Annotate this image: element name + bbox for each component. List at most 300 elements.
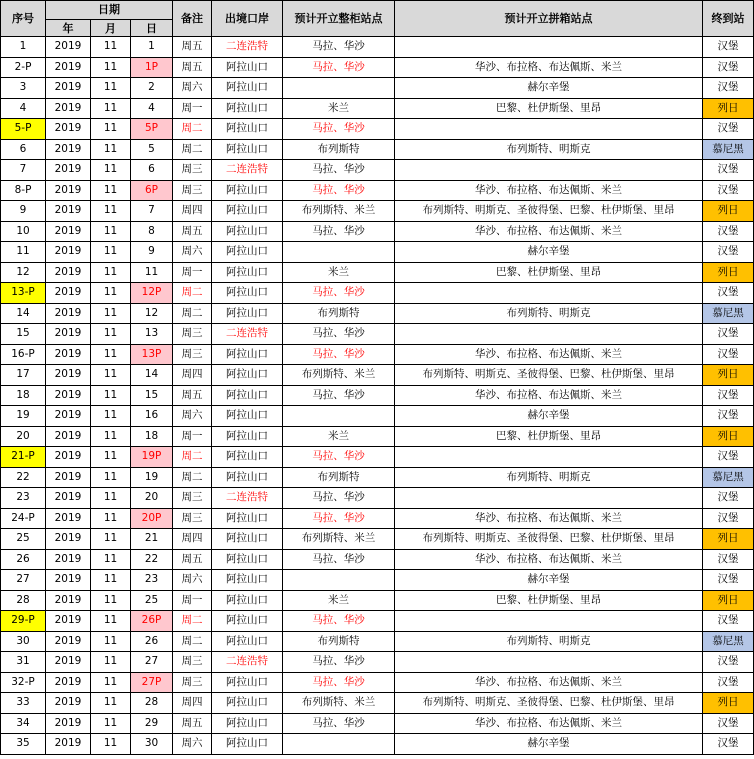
cell-full-stations: 布列斯特 xyxy=(283,631,395,652)
cell-full-stations: 马拉、华沙 xyxy=(283,549,395,570)
cell-seq: 6 xyxy=(1,139,46,160)
cell-port: 阿拉山口 xyxy=(212,78,283,99)
cell-year: 2019 xyxy=(46,283,91,304)
cell-day: 20P xyxy=(131,508,173,529)
cell-month: 11 xyxy=(91,447,131,468)
cell-year: 2019 xyxy=(46,139,91,160)
cell-year: 2019 xyxy=(46,324,91,345)
cell-port: 阿拉山口 xyxy=(212,713,283,734)
cell-terminal: 汉堡 xyxy=(703,734,754,755)
cell-day: 15 xyxy=(131,385,173,406)
table-row xyxy=(1,57,754,78)
cell-seq: 29-P xyxy=(1,611,46,632)
cell-weekday: 周六 xyxy=(173,734,212,755)
cell-terminal: 汉堡 xyxy=(703,713,754,734)
table-row xyxy=(1,139,754,160)
cell-year: 2019 xyxy=(46,549,91,570)
cell-weekday: 周四 xyxy=(173,201,212,222)
cell-year: 2019 xyxy=(46,242,91,263)
cell-terminal: 汉堡 xyxy=(703,447,754,468)
cell-lcl-stations: 华沙、布拉格、布达佩斯、米兰 xyxy=(395,180,703,201)
cell-lcl-stations: 赫尔辛堡 xyxy=(395,406,703,427)
cell-weekday: 周六 xyxy=(173,570,212,591)
cell-full-stations: 马拉、华沙 xyxy=(283,713,395,734)
cell-terminal: 列日 xyxy=(703,426,754,447)
cell-full-stations: 布列斯特、米兰 xyxy=(283,693,395,714)
cell-terminal: 汉堡 xyxy=(703,242,754,263)
cell-full-stations xyxy=(283,78,395,99)
cell-month: 11 xyxy=(91,508,131,529)
cell-weekday: 周一 xyxy=(173,590,212,611)
cell-month: 11 xyxy=(91,221,131,242)
cell-lcl-stations: 巴黎、杜伊斯堡、里昂 xyxy=(395,262,703,283)
cell-port: 二连浩特 xyxy=(212,652,283,673)
cell-day: 6 xyxy=(131,160,173,181)
cell-port: 阿拉山口 xyxy=(212,508,283,529)
cell-month: 11 xyxy=(91,426,131,447)
cell-year: 2019 xyxy=(46,385,91,406)
cell-year: 2019 xyxy=(46,672,91,693)
cell-day: 25 xyxy=(131,590,173,611)
cell-weekday: 周二 xyxy=(173,447,212,468)
table-row xyxy=(1,201,754,222)
cell-terminal: 汉堡 xyxy=(703,549,754,570)
table-row xyxy=(1,406,754,427)
cell-seq: 27 xyxy=(1,570,46,591)
cell-terminal: 列日 xyxy=(703,262,754,283)
cell-port: 二连浩特 xyxy=(212,160,283,181)
cell-terminal: 汉堡 xyxy=(703,221,754,242)
cell-seq: 21-P xyxy=(1,447,46,468)
header-note: 备注 xyxy=(173,1,212,37)
cell-month: 11 xyxy=(91,570,131,591)
cell-month: 11 xyxy=(91,467,131,488)
cell-terminal: 列日 xyxy=(703,98,754,119)
cell-seq: 14 xyxy=(1,303,46,324)
cell-day: 29 xyxy=(131,713,173,734)
cell-lcl-stations: 布列斯特、明斯克 xyxy=(395,139,703,160)
cell-lcl-stations xyxy=(395,447,703,468)
cell-port: 阿拉山口 xyxy=(212,426,283,447)
cell-weekday: 周四 xyxy=(173,529,212,550)
table-row xyxy=(1,262,754,283)
cell-day: 9 xyxy=(131,242,173,263)
cell-port: 二连浩特 xyxy=(212,488,283,509)
table-row xyxy=(1,37,754,58)
cell-month: 11 xyxy=(91,160,131,181)
cell-day: 16 xyxy=(131,406,173,427)
cell-year: 2019 xyxy=(46,693,91,714)
cell-terminal: 汉堡 xyxy=(703,324,754,345)
cell-day: 13P xyxy=(131,344,173,365)
cell-weekday: 周二 xyxy=(173,283,212,304)
cell-month: 11 xyxy=(91,37,131,58)
cell-month: 11 xyxy=(91,734,131,755)
cell-weekday: 周六 xyxy=(173,242,212,263)
cell-port: 阿拉山口 xyxy=(212,467,283,488)
cell-terminal: 汉堡 xyxy=(703,160,754,181)
cell-day: 22 xyxy=(131,549,173,570)
cell-lcl-stations xyxy=(395,160,703,181)
cell-year: 2019 xyxy=(46,303,91,324)
cell-full-stations: 马拉、华沙 xyxy=(283,324,395,345)
cell-month: 11 xyxy=(91,631,131,652)
cell-seq: 24-P xyxy=(1,508,46,529)
cell-year: 2019 xyxy=(46,365,91,386)
cell-year: 2019 xyxy=(46,508,91,529)
cell-terminal: 汉堡 xyxy=(703,180,754,201)
table-row xyxy=(1,713,754,734)
table-row xyxy=(1,221,754,242)
cell-year: 2019 xyxy=(46,180,91,201)
cell-weekday: 周二 xyxy=(173,303,212,324)
cell-full-stations: 布列斯特 xyxy=(283,303,395,324)
cell-lcl-stations: 华沙、布拉格、布达佩斯、米兰 xyxy=(395,221,703,242)
cell-port: 阿拉山口 xyxy=(212,119,283,140)
cell-full-stations xyxy=(283,242,395,263)
cell-day: 26 xyxy=(131,631,173,652)
cell-year: 2019 xyxy=(46,611,91,632)
cell-month: 11 xyxy=(91,201,131,222)
cell-port: 阿拉山口 xyxy=(212,590,283,611)
cell-month: 11 xyxy=(91,78,131,99)
cell-port: 阿拉山口 xyxy=(212,447,283,468)
cell-seq: 32-P xyxy=(1,672,46,693)
table-row xyxy=(1,447,754,468)
cell-weekday: 周三 xyxy=(173,324,212,345)
cell-month: 11 xyxy=(91,119,131,140)
cell-lcl-stations: 赫尔辛堡 xyxy=(395,570,703,591)
cell-weekday: 周五 xyxy=(173,549,212,570)
cell-full-stations: 马拉、华沙 xyxy=(283,611,395,632)
cell-weekday: 周五 xyxy=(173,713,212,734)
table-row xyxy=(1,303,754,324)
cell-full-stations: 马拉、华沙 xyxy=(283,221,395,242)
cell-seq: 35 xyxy=(1,734,46,755)
cell-lcl-stations: 华沙、布拉格、布达佩斯、米兰 xyxy=(395,344,703,365)
cell-year: 2019 xyxy=(46,119,91,140)
cell-day: 12 xyxy=(131,303,173,324)
cell-full-stations: 马拉、华沙 xyxy=(283,57,395,78)
cell-port: 阿拉山口 xyxy=(212,57,283,78)
cell-weekday: 周六 xyxy=(173,406,212,427)
cell-full-stations: 马拉、华沙 xyxy=(283,160,395,181)
table-row xyxy=(1,529,754,550)
cell-day: 18 xyxy=(131,426,173,447)
cell-weekday: 周五 xyxy=(173,57,212,78)
cell-year: 2019 xyxy=(46,406,91,427)
table-row xyxy=(1,734,754,755)
header-seq: 序号 xyxy=(1,1,46,37)
cell-port: 阿拉山口 xyxy=(212,385,283,406)
header-date: 日期 xyxy=(46,1,173,20)
cell-full-stations: 布列斯特、米兰 xyxy=(283,201,395,222)
cell-port: 阿拉山口 xyxy=(212,242,283,263)
cell-port: 阿拉山口 xyxy=(212,303,283,324)
cell-seq: 4 xyxy=(1,98,46,119)
cell-terminal: 列日 xyxy=(703,365,754,386)
cell-weekday: 周二 xyxy=(173,139,212,160)
cell-lcl-stations: 赫尔辛堡 xyxy=(395,242,703,263)
cell-port: 阿拉山口 xyxy=(212,734,283,755)
cell-port: 阿拉山口 xyxy=(212,672,283,693)
cell-month: 11 xyxy=(91,488,131,509)
cell-full-stations: 米兰 xyxy=(283,426,395,447)
cell-weekday: 周三 xyxy=(173,180,212,201)
cell-month: 11 xyxy=(91,283,131,304)
cell-lcl-stations: 华沙、布拉格、布达佩斯、米兰 xyxy=(395,713,703,734)
cell-day: 4 xyxy=(131,98,173,119)
cell-day: 27 xyxy=(131,652,173,673)
cell-month: 11 xyxy=(91,529,131,550)
cell-lcl-stations xyxy=(395,37,703,58)
cell-port: 阿拉山口 xyxy=(212,201,283,222)
cell-day: 2 xyxy=(131,78,173,99)
cell-full-stations: 马拉、华沙 xyxy=(283,508,395,529)
cell-port: 二连浩特 xyxy=(212,324,283,345)
table-row xyxy=(1,570,754,591)
cell-port: 阿拉山口 xyxy=(212,406,283,427)
cell-month: 11 xyxy=(91,303,131,324)
cell-port: 阿拉山口 xyxy=(212,611,283,632)
table-row xyxy=(1,78,754,99)
cell-seq: 31 xyxy=(1,652,46,673)
table-row xyxy=(1,611,754,632)
cell-seq: 26 xyxy=(1,549,46,570)
table-row xyxy=(1,488,754,509)
table-row xyxy=(1,160,754,181)
cell-seq: 30 xyxy=(1,631,46,652)
cell-seq: 17 xyxy=(1,365,46,386)
cell-full-stations: 米兰 xyxy=(283,590,395,611)
cell-month: 11 xyxy=(91,365,131,386)
cell-terminal: 列日 xyxy=(703,201,754,222)
cell-year: 2019 xyxy=(46,201,91,222)
header-lcl-stations: 预计开立拼箱站点 xyxy=(395,1,703,37)
cell-year: 2019 xyxy=(46,426,91,447)
cell-seq: 23 xyxy=(1,488,46,509)
table-row xyxy=(1,426,754,447)
cell-seq: 9 xyxy=(1,201,46,222)
cell-port: 阿拉山口 xyxy=(212,98,283,119)
cell-terminal: 汉堡 xyxy=(703,570,754,591)
cell-seq: 12 xyxy=(1,262,46,283)
cell-seq: 20 xyxy=(1,426,46,447)
cell-seq: 25 xyxy=(1,529,46,550)
cell-day: 27P xyxy=(131,672,173,693)
cell-full-stations: 布列斯特 xyxy=(283,139,395,160)
cell-day: 8 xyxy=(131,221,173,242)
table-row xyxy=(1,672,754,693)
cell-terminal: 汉堡 xyxy=(703,37,754,58)
table-row xyxy=(1,652,754,673)
table-row xyxy=(1,283,754,304)
cell-day: 5 xyxy=(131,139,173,160)
cell-full-stations xyxy=(283,406,395,427)
cell-lcl-stations: 布列斯特、明斯克、圣彼得堡、巴黎、杜伊斯堡、里昂 xyxy=(395,693,703,714)
cell-month: 11 xyxy=(91,693,131,714)
cell-weekday: 周五 xyxy=(173,37,212,58)
cell-full-stations: 马拉、华沙 xyxy=(283,37,395,58)
cell-seq: 16-P xyxy=(1,344,46,365)
cell-terminal: 慕尼黑 xyxy=(703,631,754,652)
cell-month: 11 xyxy=(91,57,131,78)
cell-port: 阿拉山口 xyxy=(212,549,283,570)
cell-month: 11 xyxy=(91,139,131,160)
cell-year: 2019 xyxy=(46,221,91,242)
cell-seq: 3 xyxy=(1,78,46,99)
cell-full-stations: 马拉、华沙 xyxy=(283,119,395,140)
cell-weekday: 周二 xyxy=(173,119,212,140)
table-row xyxy=(1,344,754,365)
cell-seq: 5-P xyxy=(1,119,46,140)
cell-terminal: 汉堡 xyxy=(703,57,754,78)
cell-weekday: 周六 xyxy=(173,78,212,99)
cell-day: 19P xyxy=(131,447,173,468)
cell-weekday: 周二 xyxy=(173,631,212,652)
cell-seq: 13-P xyxy=(1,283,46,304)
cell-lcl-stations: 华沙、布拉格、布达佩斯、米兰 xyxy=(395,385,703,406)
cell-weekday: 周三 xyxy=(173,160,212,181)
cell-weekday: 周三 xyxy=(173,672,212,693)
cell-full-stations: 马拉、华沙 xyxy=(283,488,395,509)
table-row xyxy=(1,119,754,140)
cell-day: 6P xyxy=(131,180,173,201)
cell-port: 阿拉山口 xyxy=(212,344,283,365)
cell-day: 21 xyxy=(131,529,173,550)
cell-terminal: 列日 xyxy=(703,693,754,714)
cell-weekday: 周一 xyxy=(173,426,212,447)
cell-lcl-stations: 巴黎、杜伊斯堡、里昂 xyxy=(395,426,703,447)
cell-weekday: 周二 xyxy=(173,611,212,632)
cell-month: 11 xyxy=(91,98,131,119)
cell-full-stations: 马拉、华沙 xyxy=(283,652,395,673)
cell-weekday: 周三 xyxy=(173,488,212,509)
cell-year: 2019 xyxy=(46,262,91,283)
cell-lcl-stations xyxy=(395,488,703,509)
table-row xyxy=(1,467,754,488)
cell-terminal: 汉堡 xyxy=(703,385,754,406)
cell-year: 2019 xyxy=(46,734,91,755)
table-row xyxy=(1,180,754,201)
cell-terminal: 汉堡 xyxy=(703,652,754,673)
header-terminal: 终到站 xyxy=(703,1,754,37)
cell-seq: 33 xyxy=(1,693,46,714)
cell-full-stations xyxy=(283,734,395,755)
cell-lcl-stations: 华沙、布拉格、布达佩斯、米兰 xyxy=(395,57,703,78)
cell-month: 11 xyxy=(91,324,131,345)
cell-year: 2019 xyxy=(46,570,91,591)
cell-year: 2019 xyxy=(46,447,91,468)
cell-day: 1 xyxy=(131,37,173,58)
cell-month: 11 xyxy=(91,672,131,693)
header-day: 日 xyxy=(131,20,173,37)
cell-port: 阿拉山口 xyxy=(212,631,283,652)
header-full-stations: 预计开立整柜站点 xyxy=(283,1,395,37)
cell-seq: 2-P xyxy=(1,57,46,78)
cell-port: 阿拉山口 xyxy=(212,529,283,550)
table-row xyxy=(1,98,754,119)
cell-lcl-stations: 布列斯特、明斯克、圣彼得堡、巴黎、杜伊斯堡、里昂 xyxy=(395,529,703,550)
header-month: 月 xyxy=(91,20,131,37)
cell-full-stations: 马拉、华沙 xyxy=(283,344,395,365)
cell-full-stations: 马拉、华沙 xyxy=(283,283,395,304)
cell-terminal: 汉堡 xyxy=(703,611,754,632)
cell-seq: 11 xyxy=(1,242,46,263)
cell-month: 11 xyxy=(91,590,131,611)
cell-weekday: 周四 xyxy=(173,693,212,714)
cell-seq: 34 xyxy=(1,713,46,734)
cell-day: 13 xyxy=(131,324,173,345)
cell-lcl-stations xyxy=(395,652,703,673)
cell-port: 二连浩特 xyxy=(212,37,283,58)
cell-seq: 10 xyxy=(1,221,46,242)
cell-month: 11 xyxy=(91,385,131,406)
cell-full-stations: 马拉、华沙 xyxy=(283,672,395,693)
cell-day: 28 xyxy=(131,693,173,714)
cell-full-stations: 米兰 xyxy=(283,262,395,283)
cell-weekday: 周三 xyxy=(173,508,212,529)
cell-full-stations: 米兰 xyxy=(283,98,395,119)
table-row xyxy=(1,693,754,714)
cell-port: 阿拉山口 xyxy=(212,139,283,160)
cell-year: 2019 xyxy=(46,652,91,673)
cell-terminal: 汉堡 xyxy=(703,78,754,99)
cell-full-stations xyxy=(283,570,395,591)
cell-month: 11 xyxy=(91,713,131,734)
cell-terminal: 汉堡 xyxy=(703,488,754,509)
cell-seq: 7 xyxy=(1,160,46,181)
cell-day: 5P xyxy=(131,119,173,140)
cell-lcl-stations: 布列斯特、明斯克 xyxy=(395,303,703,324)
cell-year: 2019 xyxy=(46,529,91,550)
cell-weekday: 周五 xyxy=(173,385,212,406)
cell-month: 11 xyxy=(91,652,131,673)
cell-seq: 28 xyxy=(1,590,46,611)
cell-lcl-stations: 布列斯特、明斯克 xyxy=(395,631,703,652)
table-row xyxy=(1,365,754,386)
table-body xyxy=(1,37,754,755)
cell-weekday: 周三 xyxy=(173,344,212,365)
cell-terminal: 汉堡 xyxy=(703,119,754,140)
cell-seq: 15 xyxy=(1,324,46,345)
cell-year: 2019 xyxy=(46,344,91,365)
table-header xyxy=(1,1,754,37)
cell-year: 2019 xyxy=(46,78,91,99)
cell-terminal: 慕尼黑 xyxy=(703,139,754,160)
cell-day: 20 xyxy=(131,488,173,509)
cell-year: 2019 xyxy=(46,160,91,181)
cell-day: 11 xyxy=(131,262,173,283)
header-year: 年 xyxy=(46,20,91,37)
cell-weekday: 周一 xyxy=(173,98,212,119)
cell-lcl-stations: 巴黎、杜伊斯堡、里昂 xyxy=(395,98,703,119)
cell-month: 11 xyxy=(91,611,131,632)
cell-year: 2019 xyxy=(46,467,91,488)
table-row xyxy=(1,631,754,652)
cell-weekday: 周一 xyxy=(173,262,212,283)
cell-year: 2019 xyxy=(46,590,91,611)
cell-lcl-stations: 赫尔辛堡 xyxy=(395,734,703,755)
cell-full-stations: 布列斯特、米兰 xyxy=(283,365,395,386)
cell-port: 阿拉山口 xyxy=(212,221,283,242)
cell-port: 阿拉山口 xyxy=(212,283,283,304)
cell-year: 2019 xyxy=(46,57,91,78)
cell-lcl-stations: 华沙、布拉格、布达佩斯、米兰 xyxy=(395,549,703,570)
table-row xyxy=(1,590,754,611)
cell-terminal: 列日 xyxy=(703,529,754,550)
cell-day: 14 xyxy=(131,365,173,386)
